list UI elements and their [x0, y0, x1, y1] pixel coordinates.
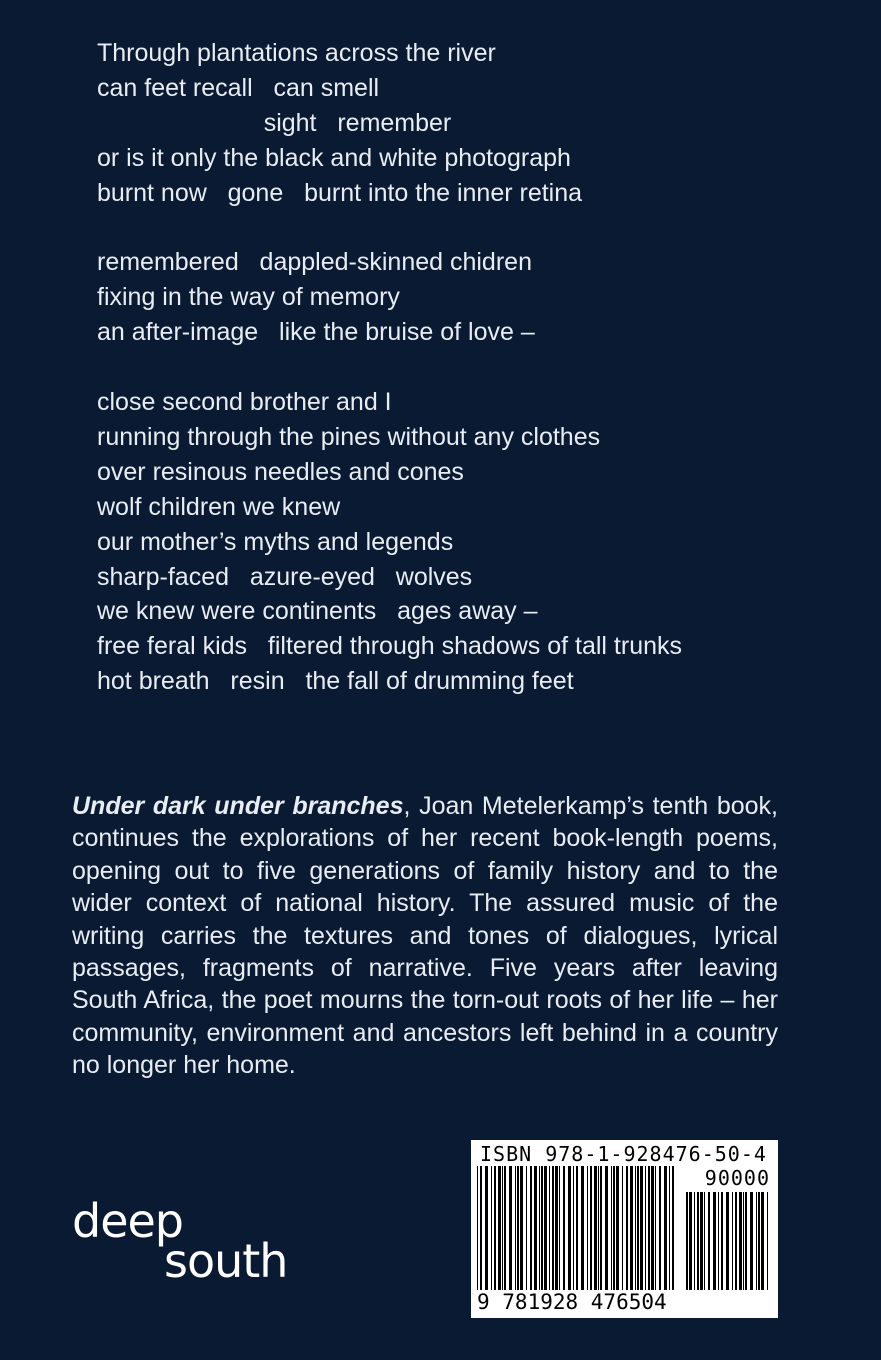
- barcode-bar: [704, 1192, 705, 1290]
- barcode-bar: [655, 1166, 656, 1290]
- barcode-bar: [494, 1166, 496, 1290]
- barcode-bar: [767, 1192, 768, 1290]
- poem-line: over resinous needles and cones: [97, 457, 464, 486]
- poem-line: we knew were continents ages away –: [97, 597, 538, 626]
- barcode-bar: [491, 1166, 492, 1290]
- barcode-bar: [605, 1166, 608, 1290]
- poem-line: sight remember: [97, 108, 452, 137]
- poem-line: an after-image like the bruise of love –: [97, 318, 535, 347]
- isbn-label: ISBN 978-1-928476-50-4: [480, 1142, 767, 1166]
- barcode-bar: [761, 1192, 764, 1290]
- barcode-bar: [517, 1166, 519, 1290]
- barcode-bar: [594, 1166, 597, 1290]
- isbn-barcode: [471, 1140, 778, 1318]
- poem-line: Through plantations across the river: [97, 39, 496, 67]
- barcode-bar: [739, 1192, 742, 1290]
- poem-line: close second brother and I: [97, 388, 392, 417]
- poem-line: running through the pines without any clothes: [97, 422, 601, 451]
- barcode-bar: [480, 1166, 482, 1290]
- barcode-bar: [590, 1166, 592, 1290]
- barcode-bars: [476, 1166, 676, 1290]
- barcode-bar: [613, 1166, 615, 1290]
- barcode-bar: [686, 1192, 688, 1290]
- barcode-bar: [541, 1166, 543, 1290]
- book-blurb: [72, 790, 778, 1082]
- poem-stanza-3: [97, 385, 857, 699]
- barcode-bar: [573, 1166, 574, 1290]
- barcode-bar: [539, 1166, 540, 1290]
- barcode-bar: [697, 1192, 699, 1290]
- price-code: 90000: [704, 1166, 770, 1190]
- barcode-bar: [713, 1192, 716, 1290]
- poem-line: sharp-faced azure-eyed wolves: [97, 562, 473, 591]
- barcode-bar: [664, 1166, 667, 1290]
- barcode-bar: [648, 1166, 650, 1290]
- barcode-bar: [534, 1166, 537, 1290]
- poem-line: our mother’s myths and legends: [97, 527, 454, 556]
- logo-deep: deep: [72, 1194, 183, 1248]
- barcode-bar: [559, 1166, 560, 1290]
- barcode-bar: [756, 1192, 757, 1290]
- barcode-bar: [552, 1166, 554, 1290]
- barcode-bar: [555, 1166, 558, 1290]
- blurb-text: , Joan Metelerkamp’s tenth book, continues the explorations of her recent book-length poems, opening out to five generations of family history and to the wider context of national history. The assured music of the writing carries the textures and tones of dialogues, lyrical passages, fragments of narrative. Five years after leaving South Africa, the poet mourns the torn-out roots of her life – her community, environment and ancestors left behind in a country no longer her home.: [72, 792, 778, 1080]
- barcode-bar: [563, 1166, 565, 1290]
- barcode-bar: [498, 1166, 501, 1290]
- poem-line: can feet recall can smell: [97, 73, 380, 102]
- ean-digits: 9 781928 476504: [477, 1290, 667, 1314]
- barcode-bar: [598, 1166, 599, 1290]
- poem-stanza-2: [97, 245, 857, 350]
- barcode-bar: [622, 1166, 623, 1290]
- barcode-bar: [504, 1166, 506, 1290]
- barcode-bar: [708, 1192, 710, 1290]
- barcode-bar: [669, 1166, 670, 1290]
- poem-line: wolf children we knew: [97, 492, 341, 521]
- barcode-bar: [600, 1166, 602, 1290]
- barcode-bar: [630, 1166, 633, 1290]
- barcode-bar: [477, 1166, 478, 1290]
- barcode-bar: [581, 1166, 584, 1290]
- poem-line: hot breath resin the fall of drumming feet: [97, 667, 574, 696]
- barcode-bar: [526, 1166, 527, 1290]
- barcode-bar: [502, 1166, 503, 1290]
- barcode-bar: [509, 1166, 512, 1290]
- barcode-bar: [700, 1192, 703, 1290]
- poem: [97, 36, 857, 734]
- barcode-bar: [750, 1192, 753, 1290]
- barcode-bar: [626, 1166, 628, 1290]
- barcode-bar: [689, 1192, 692, 1290]
- barcode-bar: [645, 1166, 646, 1290]
- barcode-bar: [721, 1192, 723, 1290]
- barcode-bar: [530, 1166, 532, 1290]
- poem-line: free feral kids filtered through shadows of tall trunks: [97, 632, 683, 661]
- poem-line: fixing in the way of memory: [97, 283, 400, 312]
- barcode-bar: [659, 1166, 661, 1290]
- barcode-bar: [544, 1166, 547, 1290]
- logo-south: south: [164, 1234, 288, 1288]
- barcode-bar: [758, 1192, 760, 1290]
- barcode-bar: [637, 1166, 639, 1290]
- barcode-bar: [616, 1166, 619, 1290]
- barcode-bar: [515, 1166, 516, 1290]
- barcode-bar: [735, 1192, 737, 1290]
- barcode-bar: [576, 1166, 578, 1290]
- book-title: Under dark under branches: [72, 792, 404, 820]
- barcode-bar: [694, 1192, 695, 1290]
- barcode-bar: [549, 1166, 550, 1290]
- barcode-bar: [611, 1166, 612, 1290]
- barcode-bar: [485, 1166, 488, 1290]
- barcode-bar: [672, 1166, 674, 1290]
- barcode-bar: [743, 1192, 744, 1290]
- barcode-bar: [635, 1166, 636, 1290]
- poem-line: or is it only the black and white photograph: [97, 143, 571, 172]
- barcode-bar: [520, 1166, 523, 1290]
- barcode-bar: [745, 1192, 747, 1290]
- barcode-bar: [732, 1192, 733, 1290]
- poem-stanza-1: [97, 36, 857, 211]
- addon-barcode-bars: [685, 1192, 771, 1290]
- poem-line: remembered dappled-skinned chidren: [97, 248, 532, 277]
- barcode-bar: [651, 1166, 654, 1290]
- barcode-bar: [640, 1166, 643, 1290]
- barcode-bar: [726, 1192, 729, 1290]
- poem-line: burnt now gone burnt into the inner retina: [97, 178, 583, 207]
- barcode-bar: [568, 1166, 571, 1290]
- barcode-bar: [587, 1166, 588, 1290]
- barcode-bar: [718, 1192, 719, 1290]
